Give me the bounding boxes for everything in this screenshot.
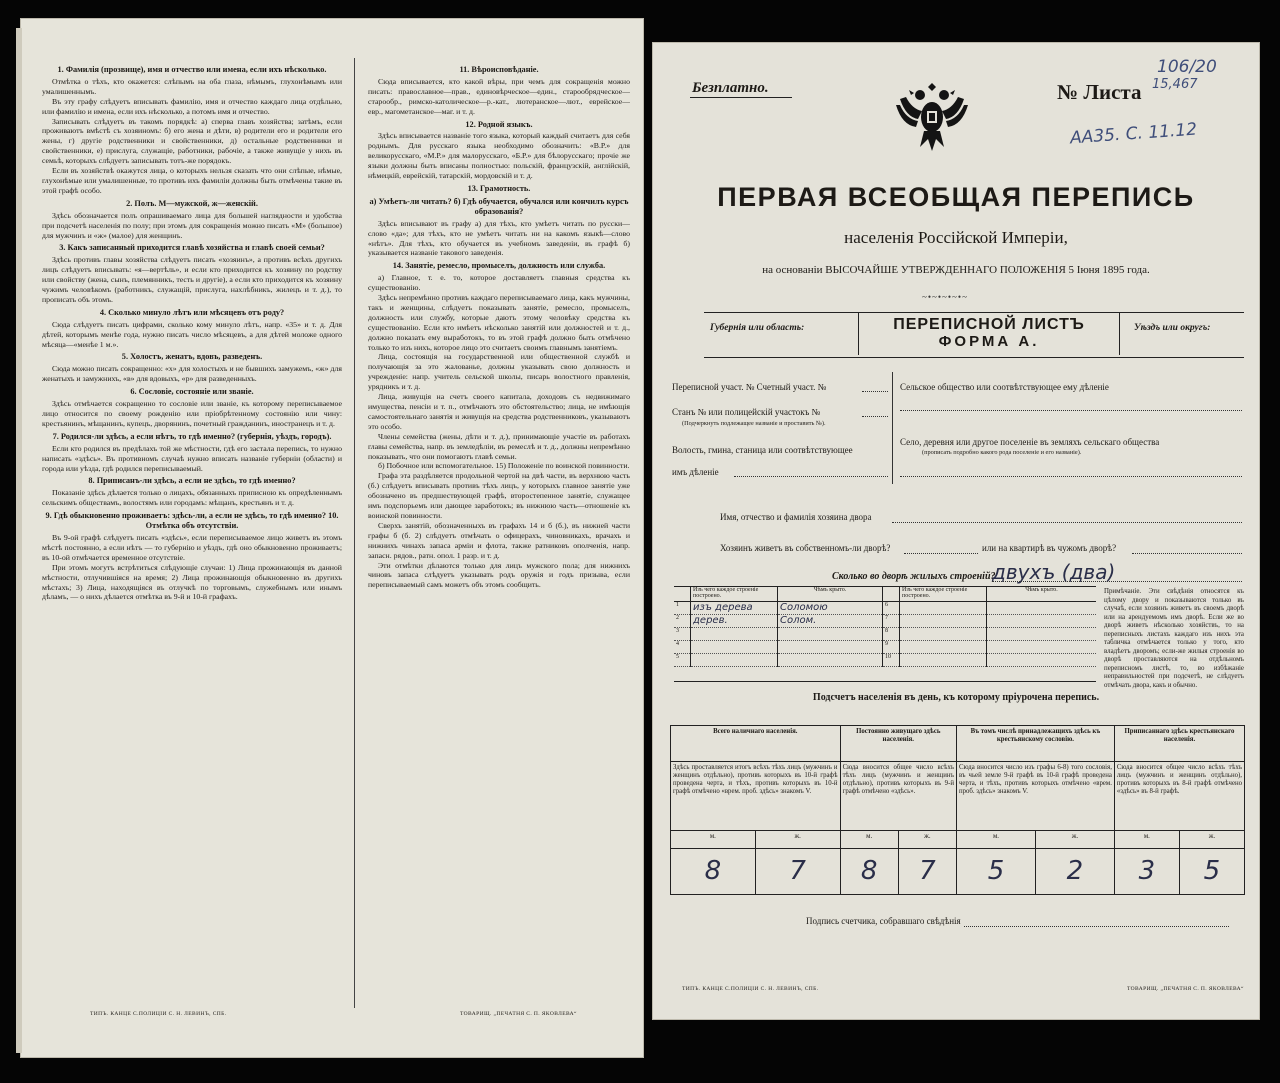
instruction-paragraph: Здѣсь вписывается названіе того языка, который каждый считаетъ для себя роднымъ. Для русскаго языка необходимо обозначить: «В.Р.» для великорусскаго, «М.Р.» для малорусскаго, «Б.Р.» для бѣлорусскаго; прочіе же языки должны быть вписаны полностью: польскій, французскій, англійскій, нѣмецкій, еврейскій, татарскій, мордовскій и т. д. [368, 131, 630, 181]
instruction-heading: 7. Родился-ли здѣсь, а если нѣтъ, то гдѣ именно? (губернія, уѣздъ, городъ). [52, 431, 332, 441]
handwritten-buildings-answer: двухъ (два) [992, 560, 1116, 584]
building-material-cell [900, 614, 987, 627]
village-field-line [900, 476, 1242, 477]
instruction-paragraph: Показаніе здѣсь дѣлается только о лицахъ, обязанныхъ приписною къ опредѣленнымъ сельскимъ обществамъ, волостямъ или городамъ: мѣщанъ, крестьянъ и т. д. [42, 488, 342, 508]
population-column-description: Сюда вносится число изъ графы 6-8) того сословія, въ чьей земле 9-й графѣ въ 10-й графѣ проведена черта, и тѣхъ, противъ которыхъ отмѣчено «врем. проб. здѣсь» знакомъ V. [956, 762, 1114, 831]
building-material-cell [900, 601, 987, 614]
sheet-title-box [858, 313, 1120, 355]
precinct-field-label: Переписной участ. № Счетный участ. № [672, 382, 827, 392]
owner-name-line [892, 522, 1242, 523]
instruction-paragraph: Здѣсь отмѣчается сокращенно то сословіе или званіе, къ которому переписываемое лицо относится по своему рожденію или пріобрѣтенному состоянію или чину: крестьянинъ, мѣщанинъ, купецъ, дворянинъ, почетный гражданинъ, иностранецъ и т. д. [42, 399, 342, 428]
volost-field-label: Волость, гмина, станица или соотвѣтствующее [672, 445, 853, 455]
rented-yard-question: или на квартирѣ въ чужомъ дворѣ? [982, 543, 1117, 553]
table-row [671, 726, 1245, 762]
ornament-divider: ~•~•~•~•~ [922, 292, 968, 302]
buildings-table-body [674, 601, 1096, 666]
buildings-line [992, 581, 1242, 582]
roof-material-cell [987, 601, 1097, 614]
roof-material-cell [778, 640, 883, 653]
table-row [674, 601, 1096, 614]
population-column-description: Сюда вносится общее число всѣхъ тѣхъ лицъ (мужчинъ и женщинъ отдѣльно), противъ которыхъ въ 9-й графѣ отмѣчено «здѣсь». [840, 762, 956, 831]
instruction-paragraph: Здѣсь вписывают въ графу а) для тѣхъ, кто умѣетъ читать по русски—слово «да»; для тѣхъ, кто не умѣетъ читать ни на какомъ языкѣ—слово «нѣтъ». Для тѣхъ, кто обучается въ учебномъ заведеніи, въ графѣ б) указывается названіе такового заведенія. [368, 218, 630, 258]
buildings-question: Сколько во дворѣ жилыхъ строеній? [832, 571, 996, 582]
roof-material-cell [778, 627, 883, 640]
table-header: Чѣмъ крыто. [778, 587, 883, 601]
row-number: 4 [674, 640, 691, 653]
table-header: Изъ чего каждое строеніе построено. [900, 587, 987, 601]
building-material-cell [900, 640, 987, 653]
double-headed-eagle-icon [892, 77, 972, 157]
population-column-header: Въ томъ числѣ принадлежащихъ здѣсь къ крестьянскому сословію. [956, 726, 1114, 762]
instruction-heading: 6. Сословіе, состояніе или званіе. [130, 387, 254, 397]
row-number: 10 [883, 653, 900, 666]
instruction-paragraph: При этомъ могутъ встрѣтиться слѣдующіе случаи: 1) Лица прожинающія въ данной мѣстности, отлучившіяся на время; 2) Лица прожинающія обыкновенно въ другихъ мѣстахъ; 3) Лица, находящіяся въ отлучкѣ по торговымъ, служебнымъ или инымъ дѣламъ, — о нихъ дѣлается отмѣтка въ 9-й и 10-й графахъ. [42, 562, 342, 602]
roof-material-cell: Соломою [778, 601, 883, 614]
column-divider [354, 58, 355, 1008]
handwritten-male-count: 3 [1114, 848, 1179, 894]
printer-imprint-left: ТИПЪ. КАНЦЕ С.ПОЛИЦІИ С. Н. ЛЕВИНЪ, СПБ. [90, 1011, 227, 1017]
divider [690, 97, 792, 98]
own-yard-question: Хозяинъ живетъ въ собственномъ-ли дворѣ? [720, 543, 891, 553]
instruction-paragraph: Лица, живущія на счетъ своего капитала, доходовъ съ недвижимаго имущества, пенсіи и т. п., отмѣчаютъ это обстоятельство; лица, не имѣющія самостоятельнаго занятія и живущія на средства родственниковъ, указываютъ это особо. [368, 392, 630, 431]
instruction-paragraph: Здѣсь обозначается полъ опрашиваемаго лица для большей наглядности и удобства при подсчетѣ населенія по полу; при этомъ для сокращенія можно писать «М» (большое) для мужчинъ и «ж» (малое) для женщинъ. [42, 210, 342, 240]
roof-material-cell [987, 653, 1097, 666]
page-stack-edge [16, 28, 22, 1053]
table-row [674, 614, 1096, 627]
table-header [674, 587, 691, 601]
instruction-heading: 2. Полъ. М—мужской, ж—женскій. [126, 198, 258, 208]
instruction-paragraph: Сюда можно писать сокращенно: «х» для холостыхъ и не бывшихъ замужемъ, «ж» для женатыхъ и замужнихъ, «в» для вдовыхъ, «р» для разведенныхъ. [42, 364, 342, 384]
sheet-title: ПЕРЕПИСНОЙ ЛИСТЪ [893, 316, 1085, 333]
row-number: 6 [883, 601, 900, 614]
table-row [674, 653, 1096, 666]
building-material-cell [900, 627, 987, 640]
precinct-field-line [862, 391, 888, 392]
row-number: 8 [883, 627, 900, 640]
roof-material-cell [778, 653, 883, 666]
instruction-heading: 9. Гдѣ обыкновенно проживаетъ: здѣсь-ли, а если не здѣсь, то гдѣ именно? 10. Отмѣтка объ отсутствіи. [45, 511, 339, 531]
instruction-paragraph: Члены семейства (жены, дѣти и т. д.), принимающіе участіе въ работахъ главы семейства, напр. въ земледѣліи, въ ремеслѣ и т. д., должны непремѣнно показывать, что они помогаютъ главѣ семьи. [368, 431, 630, 461]
row-number: 3 [674, 627, 691, 640]
uezd-label: Уѣздъ или округъ: [1134, 323, 1211, 333]
form-subtitle: населенія Россійской Имперіи, [844, 228, 1068, 247]
handwritten-female-count: 7 [755, 848, 840, 894]
column-divider [892, 372, 893, 484]
handwritten-male-count: 8 [840, 848, 898, 894]
building-material-cell [691, 627, 778, 640]
instruction-paragraph: Въ 9-ой графѣ слѣдуетъ писать «здѣсь», если переписываемое лицо живетъ въ этомъ мѣстѣ постоянно, а если нѣтъ — то губернію и уѣздъ, гдѣ оно обыкновенно проживаетъ; въ 10-ой отмѣчается временное отсутствіе. [42, 532, 342, 562]
roof-material-cell [987, 614, 1097, 627]
instruction-paragraph: Лица, состоящія на государственной или общественной службѣ и получающія за это жалованье, должны указывать свою должность и учрежденіе: напр. учитель сельской школы, писарь волостного правленія, урядникъ и т. д. [368, 352, 630, 392]
census-form-page [652, 42, 1260, 1020]
instruction-heading: 3. Какъ записанный приходится главѣ хозяйства и главѣ своей семьи? [59, 243, 325, 253]
sheet-number-label: № Листа [1057, 80, 1142, 104]
population-column-header: Постоянно живущаго здѣсь населенія. [840, 726, 956, 762]
instruction-paragraph: Сюда слѣдуетъ писать цифрами, сколько кому минуло лѣтъ, напр. «35» и т. д. Для дѣтей, которымъ менѣе года, нужно писать число мѣсяцевъ, а для дѣтей моложе одного мѣсяца—«менѣе 1 м.». [42, 319, 342, 349]
female-column-label: ж. [1035, 831, 1114, 849]
building-material-cell [691, 640, 778, 653]
building-material-cell: дерев. [691, 614, 778, 627]
instruction-paragraph: Въ эту графу слѣдуетъ вписывать фамилію, имя и отчество каждаго лица отдѣльно, или фамилію и имена, если ихъ нѣсколько, а потомъ имя и отчество. [42, 96, 342, 116]
rented-yard-line [1132, 553, 1242, 554]
buildings-note: Примѣчаніе. Эти свѣдѣнія относятся къ цѣлому двору и показываются только въ случаѣ, если хозяинъ живетъ въ своемъ дворѣ или на арендуемомъ имъ дворѣ. Если же во дворѣ живетъ нѣсколько хозяйствъ, то на переписныхъ листахъ каждаго изъ нихъ эта табличка отмѣчается только у того, кто владѣетъ дворомъ; если-же жилыя строенія во дворѣ проставляются на отдѣльномъ переписномъ листѣ, то, во избѣжаніе неправильностей при подсчетѣ, не слѣдуетъ отмѣчать двора, какъ и обычно. [1104, 588, 1244, 689]
instruction-heading: 5. Холостъ, женатъ, вдовъ, разведенъ. [121, 352, 263, 362]
province-label: Губернія или область: [710, 323, 805, 333]
handwritten-archive-code: АА35. С. 11.12 [1069, 119, 1198, 149]
female-column-label: ж. [1179, 831, 1244, 849]
population-column-header: Всего наличнаго населенія. [671, 726, 841, 762]
instruction-paragraph: Графа эта раздѣляется продольной чертой на двѣ части, въ верхнюю часть (б.) слѣдуетъ вписывать противъ тѣхъ лицъ, у которыхъ главное занятіе уже обозначено въ предшествующей графѣ, второстепенное занятіе, служащее имъ подспорьемъ или дающее заработокъ; въ нижнюю часть—отношеніе къ воинской повинности. [368, 471, 630, 520]
instruction-paragraph: Отмѣтка о тѣхъ, кто окажется: слѣпымъ на оба глаза, нѣмымъ, глухонѣмымъ или умалишеннымъ. [42, 76, 342, 96]
handwritten-female-count: 2 [1035, 848, 1114, 894]
instructions-page [20, 18, 644, 1058]
population-column-header: Приписаннаго здѣсь крестьянскаго населенія. [1114, 726, 1244, 762]
row-number: 5 [674, 653, 691, 666]
roof-material-cell [987, 627, 1097, 640]
instructions-column-2 [368, 62, 630, 1007]
row-number: 2 [674, 614, 691, 627]
stan-field-hint: (Подчеркнуть подлежащее названіе и проставить №). [682, 420, 826, 427]
sheet-form-label: ФОРМА А. [938, 333, 1040, 350]
table-row [671, 831, 1245, 849]
instruction-paragraph: Если кто родился въ предѣлахъ той же мѣстности, гдѣ его застала перепись, то нужно написать «здѣсь». Въ противномъ случаѣ нужно вписать названіе губерніи (области) и города или уѣзда, гдѣ родился переписываемый. [42, 443, 342, 473]
population-count-title: Подсчетъ населенія въ день, къ которому пріурочена перепись. [812, 692, 1100, 703]
free-of-charge-label: Безплатно. [692, 80, 769, 96]
roof-material-cell [987, 640, 1097, 653]
roof-material-cell: Солом. [778, 614, 883, 627]
instruction-heading: 8. Приписанъ-ли здѣсь, а если не здѣсь, то гдѣ именно? [88, 476, 296, 486]
volost-field-line [734, 476, 888, 477]
building-material-cell [691, 653, 778, 666]
female-column-label: ж. [898, 831, 956, 849]
table-row [671, 762, 1245, 831]
printer-imprint-right: ТОВАРИЩ. „ПЕЧАТНЯ С. П. ЯКОВЛЕВА“ [1127, 986, 1244, 992]
table-row [674, 640, 1096, 653]
instruction-heading: 4. Сколько минуло лѣтъ или мѣсяцевъ отъ роду? [99, 307, 285, 317]
village-field-label: Село, деревня или другое поселеніе въ земляхъ сельскаго общества [900, 437, 1160, 447]
printer-imprint-left: ТИПЪ. КАНЦЕ С.ПОЛИЦІИ С. Н. ЛЕВИНЪ, СПБ. [682, 986, 819, 992]
instruction-paragraph: Сюда вписывается, кто какой вѣры, при чемъ для сокращенія можно писать: православное—прав., единовѣрческое—един., старообрядческое—старообр., римско-католическое—р.-кат., лютеранское—лют., еврейское—евр., магометанское—маг. и т. д. [368, 76, 630, 116]
legal-basis-line: на основаніи ВЫСОЧАЙШЕ УТВЕРЖДЕННАГО ПОЛОЖЕНІЯ 5 Іюня 1895 года. [762, 264, 1150, 276]
instruction-paragraph: Здѣсь противъ главы хозяйства слѣдуетъ писать «хозяинъ», а противъ всѣхъ другихъ лицъ слѣдуетъ вписывать: «я—вертѣль», и если кто приходится къ хозяину по родству или свойству (жена, сынъ, племянникъ, тесть и другіе), а если кто приходится къ хозяину чужимъ человѣкомъ (работникъ, служащій, прислуга, нахлѣбникъ, жилецъ и т. д.), то прописать объ этомъ. [42, 255, 342, 304]
handwritten-number: 106/20 [1157, 57, 1217, 77]
row-number: 7 [883, 614, 900, 627]
population-column-description: Здѣсь проставляется итогъ всѣхъ тѣхъ лицъ (мужчинъ и женщинъ отдѣльно), противъ которыхъ въ 10-й графѣ проведена черта, и тѣхъ, противъ которыхъ въ 10-й графѣ отмѣчено «врем. проб. здѣсь» знакомъ V. [671, 762, 841, 831]
female-column-label: ж. [755, 831, 840, 849]
male-column-label: м. [671, 831, 756, 849]
table-header: Изъ чего каждое строеніе построено. [691, 587, 778, 601]
owner-name-label: Имя, отчество и фамилія хозяина двора [720, 512, 872, 522]
instruction-paragraph: а) Главное, т. е. то, которое доставляетъ главныя средства къ существованію. [368, 273, 630, 293]
buildings-table [674, 586, 1096, 682]
sheet-header-box [704, 312, 1244, 358]
instruction-heading: 1. Фамилія (прозвище), имя и отчество или имена, если ихъ нѣсколько. [57, 65, 327, 74]
instruction-paragraph: Здѣсь непремѣнно противъ каждаго переписываемаго лица, какъ мужчины, такъ и женщины, слѣдуетъ показывать занятіе, ремесло, промыселъ, должность или службу, которые даютъ этому человѣку средства къ существованію. Если кто имѣетъ нѣсколько занятій или должностей и т. д., должно показать ему выработокъ, то въ этой графѣ должно быть отмѣчено только то изъ нихъ, которое лицо это считаетъ своимъ главнымъ занятіемъ. [368, 293, 630, 352]
instruction-paragraph: б) Побочное или вспомогательное. 15) Положеніе по воинской повинности. [378, 461, 630, 471]
instruction-heading: 12. Родной языкъ. [465, 119, 533, 129]
rural-society-line [900, 410, 1242, 411]
male-column-label: м. [956, 831, 1035, 849]
handwritten-sheet-number [1152, 57, 1217, 92]
building-material-cell: изъ дерева [691, 601, 778, 614]
instruction-heading: 14. Занятіе, ремесло, промыселъ, должность или служба. [392, 261, 606, 271]
instruction-paragraph: Если въ хозяйствѣ окажутся лица, о которыхъ нельзя сказать что они слѣпые, нѣмые, глухонѣмые или умалишенные, то противъ ихъ фамиліи должны быть отмѣчены такие въ этой графѣ особо. [42, 166, 342, 195]
form-title: ПЕРВАЯ ВСЕОБЩАЯ ПЕРЕПИСЬ [717, 182, 1195, 212]
instructions-column-1 [42, 62, 342, 1007]
counter-signature-line [964, 926, 1229, 927]
row-number: 1 [674, 601, 691, 614]
population-count-table [670, 725, 1245, 895]
handwritten-female-count: 5 [1179, 848, 1244, 894]
own-yard-line [904, 553, 978, 554]
instruction-paragraph: Сверхъ занятій, обозначенныхъ въ графахъ 14 и б (б.), въ нижней части графы б (б. 2) слѣдуетъ отмѣчать о офицерахъ, чиновникахъ, врачахъ и нижнихъ чинахъ запаса арміи и флота, также ратниковъ ополченія, напр. запасн. рядов., ратн. опол. 1 разр. и т. д. [368, 520, 630, 560]
stan-field-line [862, 416, 888, 417]
handwritten-male-count: 8 [671, 848, 756, 894]
handwritten-male-count: 5 [956, 848, 1035, 894]
instruction-heading: а) Умѣетъ-ли читать? б) Гдѣ обучается, обучался или кончилъ курсъ образованія? [369, 196, 629, 216]
table-header [883, 587, 900, 601]
instruction-heading: 11. Вѣроисповѣданіе. [459, 65, 539, 74]
population-column-description: Сюда вносится общее число всѣхъ тѣхъ лицъ (мужчинъ и женщинъ отдѣльно), противъ которыхъ въ 8-й графѣ отмѣчено «здѣсь» въ 8-й графѣ. [1114, 762, 1244, 831]
table-row [674, 627, 1096, 640]
row-number: 9 [883, 640, 900, 653]
instruction-heading: 13. Грамотность. [467, 183, 531, 193]
village-field-hint: (прописать подробно какого рода поселеніе и его названіе). [922, 449, 1082, 456]
building-material-cell [900, 653, 987, 666]
counter-signature-label: Подпись счетчика, собравшаго свѣдѣнія [806, 916, 961, 926]
instruction-paragraph: Эти отмѣтки дѣлаются только для лицъ мужского пола; для нижнихъ чиновъ запаса слѣдуетъ указывать родъ оружія и годъ призыва, если переписываемый самъ можетъ объ этомъ сообщить. [368, 560, 630, 590]
table-header: Чѣмъ крыто. [1025, 587, 1058, 593]
male-column-label: м. [840, 831, 898, 849]
male-column-label: м. [1114, 831, 1179, 849]
stan-field-label: Станъ № или полицейскій участокъ № [672, 407, 821, 417]
table-row [671, 848, 1245, 894]
volost-field-label-2: имъ дѣленіе [672, 467, 719, 477]
instruction-paragraph: Записывать слѣдуетъ въ такомъ порядкѣ: а) сперва главъ хозяйства; затѣмъ, если проживаютъ вмѣстѣ съ хозяиномъ: б) его жена и дѣти, в) родители его и родители его жены, г) другіе родственники и свойственники, д) остальные родственники и свойственники, е) прислуга, служащіе, работники, рабочіе, а также живущіе у нихъ въ семьѣ, которыхъ слѣдуетъ записывать тотъ-же порядокъ. [42, 116, 342, 166]
rural-society-label: Сельское общество или соотвѣтствующее ему дѣленіе [900, 382, 1109, 392]
handwritten-sub-number: 15,467 [1152, 77, 1198, 92]
handwritten-female-count: 7 [898, 848, 956, 894]
printer-imprint-right: ТОВАРИЩ. „ПЕЧАТНЯ С. П. ЯКОВЛЕВА“ [460, 1011, 577, 1017]
